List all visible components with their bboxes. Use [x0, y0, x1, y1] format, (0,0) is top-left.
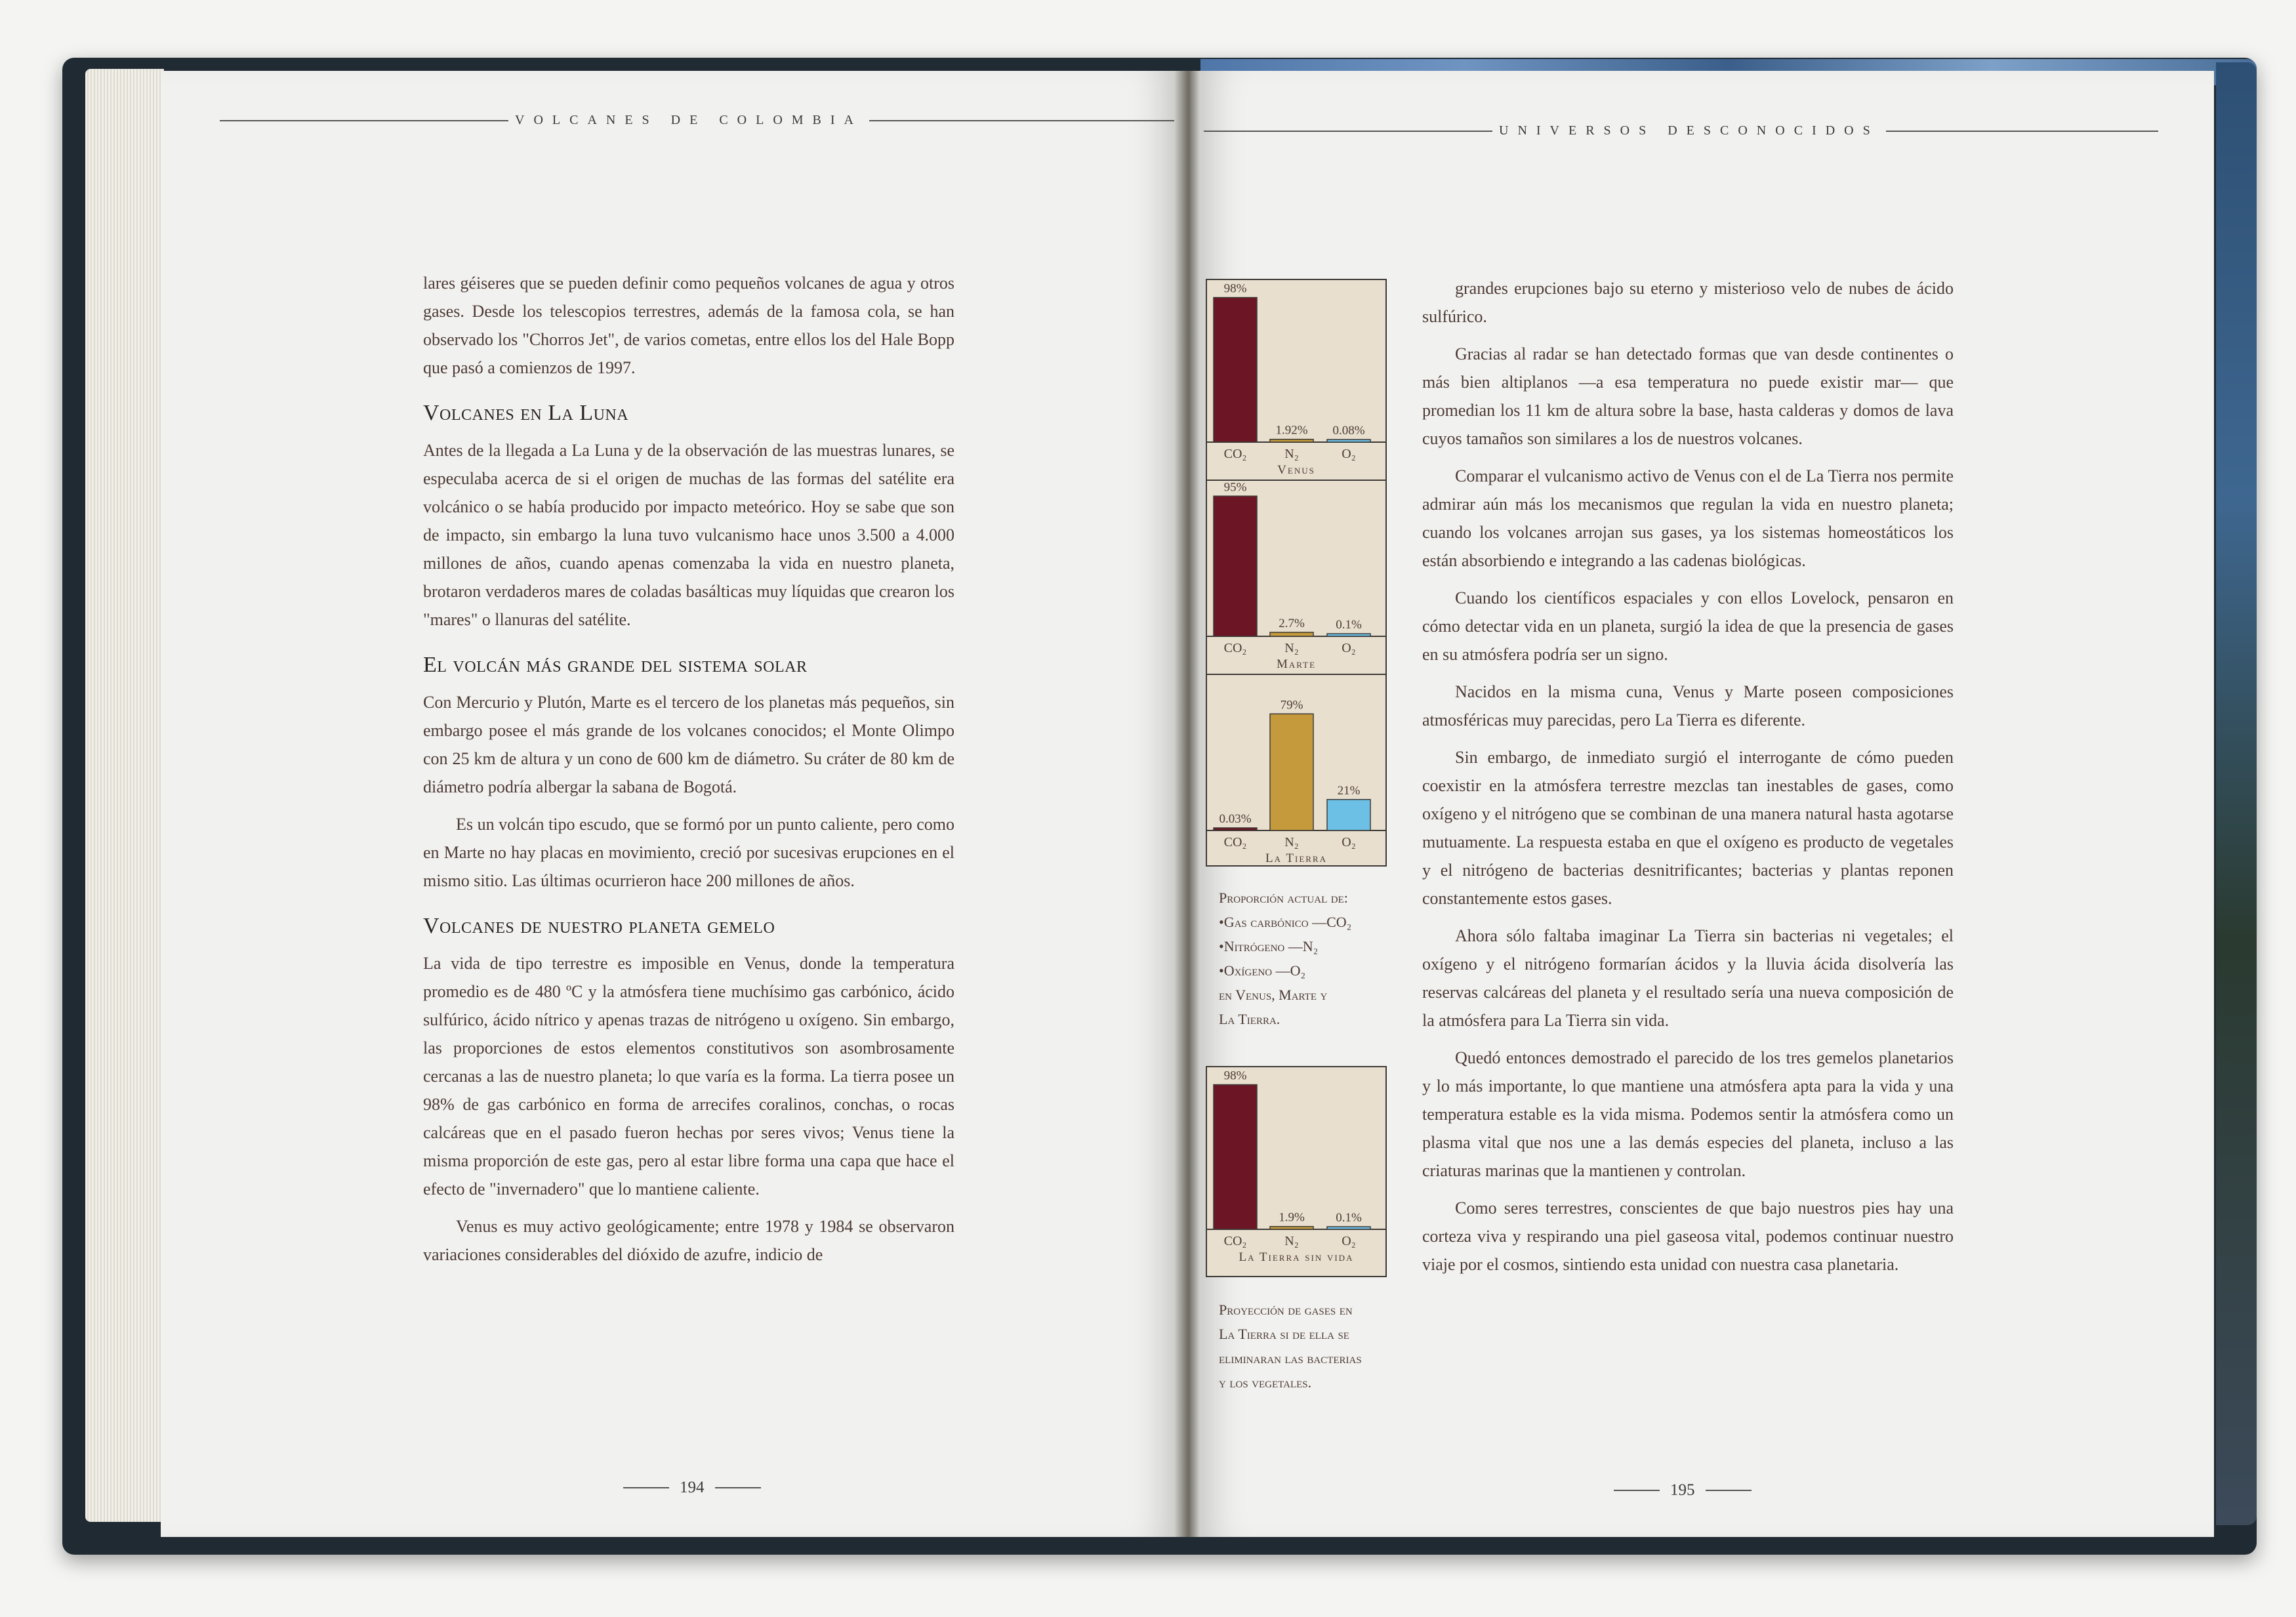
- chart-data-label: 95%: [1223, 480, 1247, 495]
- no-life-chart-panel: [1206, 1066, 1387, 1277]
- section-heading: Volcanes en La Luna: [423, 401, 629, 425]
- chart-data-label: 98%: [1223, 281, 1247, 296]
- paragraph: Con Mercurio y Plutón, Marte es el tercero de los planetas más pequeños, sin embargo posee el más grande de los volcanes conocidos; el Monte Olimpo con 25 km de altura y un cono de 600 km de diámetro. Su cráter de 80 km de diámetro podría albergar la sabana de Bogotá.: [423, 693, 954, 796]
- right-text-column: [1422, 274, 1954, 1288]
- cover-right-edge: [2216, 62, 2257, 1525]
- chart-bar: [1270, 440, 1313, 442]
- left-text-column: [423, 269, 954, 1278]
- chart-bar: [1327, 1227, 1370, 1229]
- paragraph: Nacidos en la misma cuna, Venus y Marte poseen composiciones atmosféricas muy parecidas, pero La Tierra es diferente.: [1422, 682, 1954, 729]
- paragraph: grandes erupciones bajo su eterno y misterioso velo de nubes de ácido sulfúrico.: [1422, 279, 1954, 326]
- running-head-left: [220, 113, 1174, 128]
- chart-data-label: 2.7%: [1279, 616, 1305, 630]
- chart-bar: [1214, 298, 1257, 443]
- paragraph: Como seres terrestres, conscientes de que bajo nuestros pies hay una corteza viva y respirando una piel gaseosa vital, podemos continuar nuestro viaje por el cosmos, sintiendo esta unidad con nuestra casa planetaria.: [1422, 1198, 1954, 1274]
- paragraph: lares géiseres que se pueden definir como pequeños volcanes de agua y otros gases. Desde los telescopios terrestres, además de la famosa cola, se han observado los "Chorros Jet", de varios cometas, entre ellos los del Hale Bopp que pasó a comienzos de 1997.: [423, 274, 954, 377]
- paragraph: Quedó entonces demostrado el parecido de los tres gemelos planetarios y lo más importante, lo que mantiene una atmósfera apta para la vida y una temperatura estable es la vida misma. Podemos sentir la atmósfera como un plasma vital que nos une a las demás especies del planeta, incluso a las criaturas marinas que la mantienen y controlan.: [1422, 1048, 1954, 1180]
- chart-bar: [1214, 1085, 1257, 1230]
- page-number-text: 195: [1670, 1481, 1695, 1499]
- caption-line: y los vegetales.: [1219, 1374, 1312, 1391]
- paragraph: Venus es muy activo geológicamente; entre 1978 y 1984 se observaron variaciones considerables del dióxido de azufre, indicio de: [423, 1217, 954, 1264]
- chart-title: La Tierra sin vida: [1239, 1250, 1354, 1264]
- paragraph: Gracias al radar se han detectado formas que van desde continentes o más bien altiplanos —a esa temperatura no puede existir mar— que promedian los 11 km de altura sobre la base, hasta calderas y domos de lava cuyos tamaños son similares a los de nuestros volcanes.: [1422, 344, 1954, 448]
- paragraph: Antes de la llegada a La Luna y de la observación de las muestras lunares, se especulaba acerca de si el origen de muchas de las formas del satélite era volcánico o se había producido por impacto meteórico. Hoy se sabe que son de impacto, sin embargo la luna tuvo vulcanismo hace unos 3.500 a 4.000 millones de años, cuando apenas comenzaba la vida en nuestro planeta, brotaron verdaderos mares de coladas basálticas muy líquidas que crearon los "mares" o llanuras del satélite.: [423, 441, 954, 629]
- chart-category-label: O₂: [1342, 835, 1356, 849]
- chart-data-label: 1.92%: [1275, 423, 1308, 438]
- caption-current-proportion: [1219, 886, 1389, 1031]
- chart-title: Marte: [1276, 657, 1317, 671]
- paragraph: La vida de tipo terrestre es imposible en Venus, donde la temperatura promedio es de 480 ºC y la atmósfera tiene muchísimo gas carbónico, ácido sulfúrico, ácido nítrico y apenas trazas de nitrógeno u oxígeno. Sin embargo, las proporciones de estos elementos constitutivos son asombrosamente cercanas a las de nuestro planeta; lo que varía es la forma. La tierra posee un 98% de gas carbónico en forma de arrecifes coralinos, conchas, o rocas calcáreas que en el pasado fueron hechas por seres vivos; Venus tiene la misma proporción de este gas, pero al estar libre forma una capa que hace el efecto de "invernadero" que lo mantiene caliente.: [423, 954, 954, 1198]
- page-number-left: [623, 1479, 761, 1497]
- caption-line: •Nitrógeno —N₂: [1219, 938, 1319, 954]
- paragraph: Cuando los científicos espaciales y con ellos Lovelock, pensaron en cómo detectar vida en un planeta, surgió la idea de que la presencia de gases en su atmósfera podría ser un signo.: [1422, 588, 1954, 664]
- chart-title: Venus: [1277, 463, 1315, 477]
- chart-bar: [1214, 828, 1257, 830]
- chart-title: La Tierra: [1265, 851, 1328, 865]
- chart-data-label: 1.9%: [1279, 1210, 1305, 1225]
- chart-data-label: 0.03%: [1219, 812, 1252, 826]
- gas-charts-svg: [1207, 280, 1385, 865]
- chart-data-label: 0.1%: [1336, 1211, 1362, 1225]
- chart-data-label: 98%: [1223, 1069, 1247, 1083]
- chart-category-label: O₂: [1342, 1234, 1356, 1248]
- chart-data-label: 79%: [1280, 698, 1303, 712]
- chart-bar: [1327, 634, 1370, 636]
- chart-data-label: 0.1%: [1336, 618, 1362, 632]
- caption-line: •Gas carbónico —CO₂: [1219, 914, 1352, 930]
- chart-category-label: O₂: [1342, 447, 1356, 461]
- gas-charts-panel: [1206, 279, 1387, 867]
- caption-line: Proyección de gases en: [1219, 1301, 1353, 1318]
- chart-category-label: O₂: [1342, 641, 1356, 655]
- chart-category-label: CO₂: [1223, 1234, 1247, 1248]
- page-edges: [85, 69, 164, 1522]
- chart-category-label: CO₂: [1223, 641, 1247, 655]
- section-heading: Volcanes de nuestro planeta gemelo: [423, 914, 775, 938]
- chart-bar: [1270, 714, 1313, 830]
- paragraph: Ahora sólo faltaba imaginar La Tierra sin bacterias ni vegetales; el oxígeno y el nitrógeno formarían ácidos y la lluvia ácida disolvería las reservas calcáreas del planeta y el resultado sería una nueva composición de la atmósfera para La Tierra sin vida.: [1422, 926, 1954, 1030]
- paragraph: Sin embargo, de inmediato surgió el interrogante de cómo pueden coexistir en la atmósfera terrestre mezclas tan inestables de gases, como oxígeno y el nitrógeno que se combinan de una manera natural hasta agotarse mutuamente. La respuesta estaba en que el oxígeno es producto de vegetales y el nitrógeno de bacterias desnitrificantes; bacterias y plantas reponen constantemente estos gases.: [1422, 748, 1954, 908]
- page-number-right: [1614, 1481, 1752, 1500]
- chart-bar: [1214, 496, 1257, 636]
- page-number-text: 194: [680, 1479, 705, 1496]
- chart-category-label: CO₂: [1223, 835, 1247, 849]
- chart-category-label: N₂: [1284, 447, 1299, 461]
- running-head-left-text: VOLCANES DE COLOMBIA: [515, 113, 863, 127]
- no-life-chart-svg: [1207, 1067, 1385, 1276]
- chart-data-label: 0.08%: [1332, 424, 1365, 438]
- chart-bar: [1327, 440, 1370, 442]
- chart-data-label: 21%: [1337, 783, 1361, 798]
- chart-category-label: CO₂: [1223, 447, 1247, 461]
- caption-projection: [1219, 1298, 1389, 1395]
- caption-line: eliminaran las bacterias: [1219, 1350, 1362, 1366]
- chart-category-label: N₂: [1284, 835, 1299, 849]
- caption-line: La Tierra si de ella se: [1219, 1326, 1349, 1342]
- running-head-right: [1204, 123, 2158, 138]
- chart-bar: [1270, 1227, 1313, 1229]
- caption-line: •Oxígeno —O₂: [1219, 962, 1306, 979]
- chart-bar: [1270, 632, 1313, 636]
- book-gutter: [1174, 71, 1200, 1537]
- chart-bar: [1327, 800, 1370, 830]
- paragraph: Es un volcán tipo escudo, que se formó por un punto caliente, pero como en Marte no hay placas en movimiento, creció por sucesivas erupciones en el mismo sitio. Las últimas ocurrieron hace 200 millones de años.: [423, 815, 954, 890]
- caption-line: La Tierra.: [1219, 1011, 1281, 1027]
- paragraph: Comparar el vulcanismo activo de Venus con el de La Tierra nos permite admirar aún más los mecanismos que regulan la vida en nuestro planeta; cuando los volcanes arrojan sus gases, ya los sistemas homeostáticos los están absorbiendo e integrando a las cadenas biológicas.: [1422, 466, 1954, 570]
- chart-category-label: N₂: [1284, 641, 1299, 655]
- caption-line: en Venus, Marte y: [1219, 987, 1328, 1003]
- running-head-right-text: UNIVERSOS DESCONOCIDOS: [1499, 123, 1879, 138]
- chart-category-label: N₂: [1284, 1234, 1299, 1248]
- section-heading: El volcán más grande del sistema solar: [423, 653, 808, 677]
- caption-line: Proporción actual de:: [1219, 890, 1348, 906]
